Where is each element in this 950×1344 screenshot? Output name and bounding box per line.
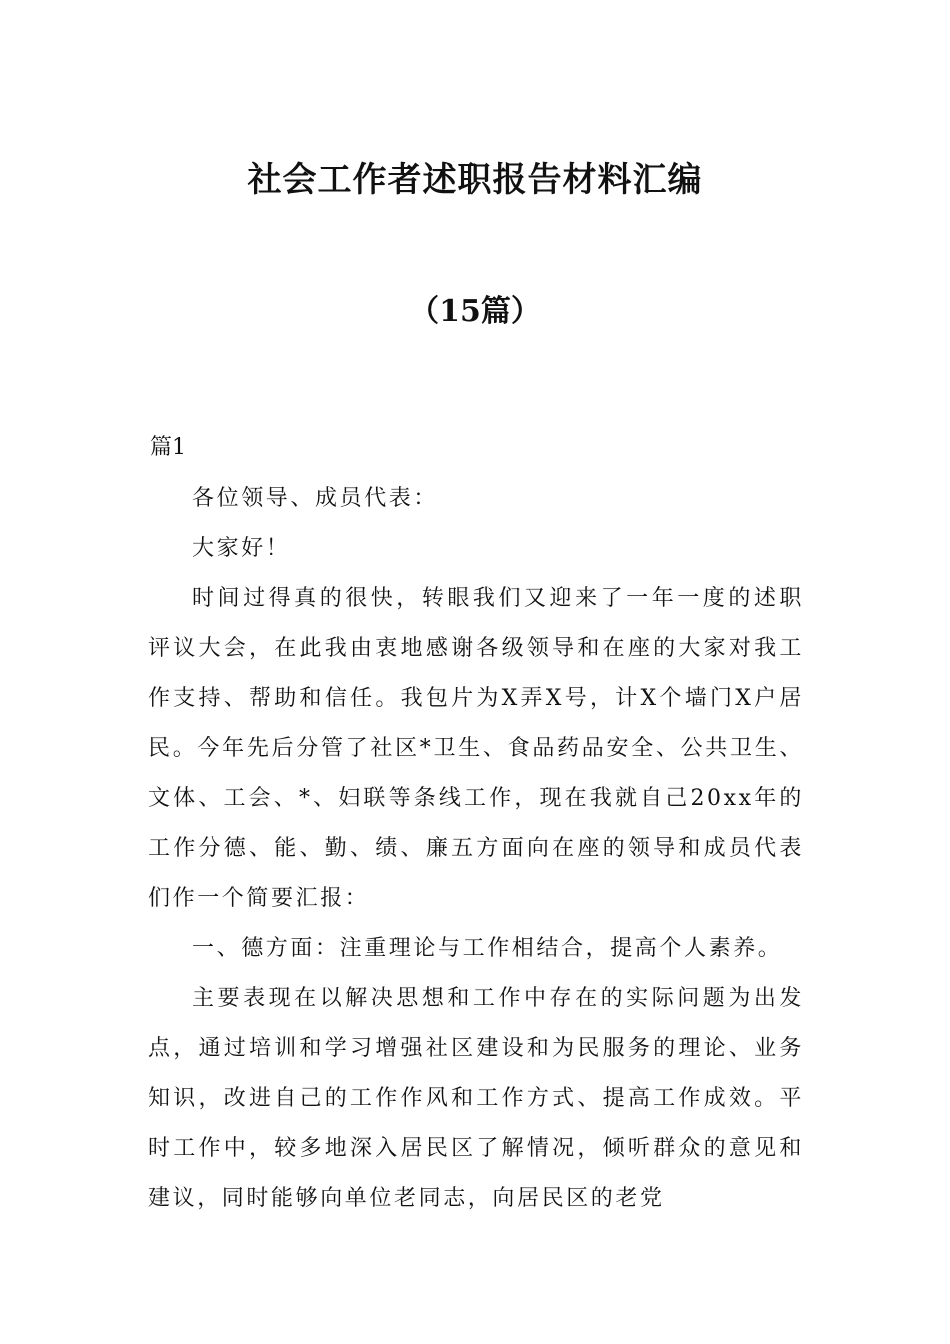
body-text <box>148 474 804 1224</box>
document-title: 社会工作者述职报告材料汇编 <box>247 160 703 200</box>
document-subtitle: （15篇） <box>409 294 541 329</box>
paragraph-salutation: 各位领导、成员代表： <box>192 486 439 511</box>
paragraph-intro: 时间过得真的很快，转眼我们又迎来了一年一度的述职评议大会，在此我由衷地感谢各级领导和在座的大家对我工作支持、帮助和信任。我包片为X弄X号，计X个墙门X户居民。今年先后分管了社区*卫生、食品药品安全、公共卫生、文体、工会、*、妇联等条线工作，现在我就自己20xx年的工作分德、能、勤、绩、廉五方面向在座的领导和成员代表们作一个简要汇报： <box>148 586 804 911</box>
paragraph-greeting: 大家好！ <box>192 536 291 561</box>
paragraph-heading-de: 一、德方面：注重理论与工作相结合，提高个人素养。 <box>192 936 783 961</box>
section-label: 篇1 <box>150 435 186 460</box>
paragraph-de-detail: 主要表现在以解决思想和工作中存在的实际问题为出发点，通过培训和学习增强社区建设和为民服务的理论、业务知识，改进自己的工作作风和工作方式、提高工作成效。平时工作中，较多地深入居民区了解情况，倾听群众的意见和建议，同时能够向单位老同志，向居民区的老党 <box>148 986 804 1211</box>
